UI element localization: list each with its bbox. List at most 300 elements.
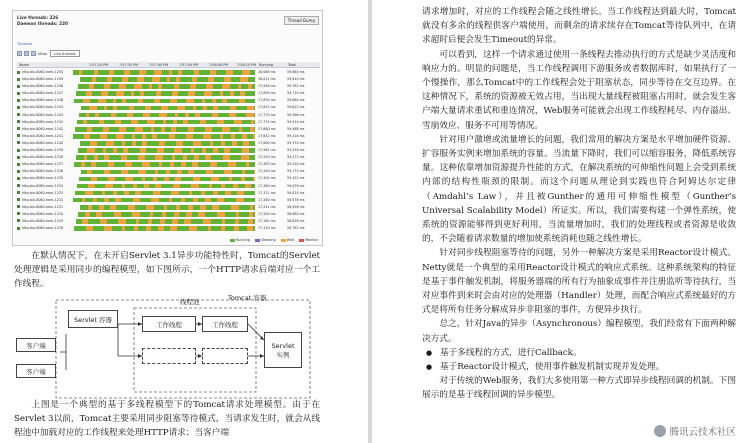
running-segment (80, 141, 90, 146)
servlet-container-box: Servlet 容器 (68, 310, 118, 328)
wait-segment (198, 212, 205, 217)
running-segment (242, 120, 251, 125)
worker-thread-box-2: 工作线程 (202, 316, 248, 332)
running-segment (165, 141, 176, 146)
wait-segment (134, 84, 142, 89)
running-segment (126, 99, 138, 104)
running-segment (133, 113, 143, 118)
running-segment (239, 205, 250, 210)
running-segment (153, 212, 162, 217)
running-time: 17,948 ms (258, 84, 276, 89)
running-time: 17,360 ms (258, 183, 276, 188)
running-segment (196, 106, 203, 111)
total-time: 59,076 ms (287, 183, 305, 188)
running-segment (177, 226, 189, 231)
thread-time-row (258, 90, 320, 97)
running-segment (172, 198, 181, 203)
running-segment (99, 113, 111, 118)
bullet-item: ● 基于多线程的方式，进行Callback。 (422, 346, 736, 360)
paragraph-text: 可以看到，这样一个请求通过使用一条线程去推动执行的方式是缺少灵活度和响应力的。明显的问题是，当工作线程调用下游服务或者数据库时，如果执行了一个慢操作，那么Tomcat中的工作线程会处于阻塞状态，同步等待在交互边界。在这种情况下，系统的资源被无效占用，当出现大量线程被阻塞占用时，就会发生客户端大量请求重试和重连情况，Web服务可能就会出现工作线程耗尽、内存溢出、雪崩效应、服务不可用等情况。 (422, 49, 736, 131)
running-segment (166, 120, 173, 125)
running-time: 17,120 ms (258, 226, 276, 231)
paragraph-text: 总之，针对Java的异步（Asynchronous）编程模型，我们经常有下面两种解决方式。 (422, 319, 736, 344)
running-segment (87, 120, 99, 125)
wait-segment (119, 84, 126, 89)
running-segment (155, 120, 163, 125)
running-segment (225, 226, 234, 231)
running-segment (254, 120, 255, 125)
thread-timeline-row (73, 90, 255, 97)
running-segment (128, 77, 137, 82)
running-segment (79, 177, 91, 182)
live-threads-text: Live threads: 226 (17, 15, 59, 20)
running-segment (128, 170, 138, 175)
running-segment (225, 219, 235, 224)
running-segment (166, 212, 174, 217)
total-time: 59,468 ms (287, 126, 305, 131)
wait-segment (170, 99, 177, 104)
thread-time-row (258, 175, 320, 182)
thread-name[interactable]: http-bio-8080-exec-1232 (17, 197, 71, 204)
wait-segment (121, 170, 128, 175)
total-time: 58,828 ms (287, 218, 305, 223)
running-segment (80, 77, 92, 82)
running-segment (126, 219, 136, 224)
running-segment (97, 106, 104, 111)
zoom-in-icon[interactable] (17, 51, 22, 56)
wait-segment (254, 170, 255, 175)
running-segment (185, 106, 193, 111)
running-segment (195, 91, 204, 96)
running-time: 17,241 ms (258, 204, 276, 209)
thread-dump-button[interactable]: Thread Dump (284, 16, 319, 25)
running-segment (227, 99, 239, 104)
running-segment (116, 113, 127, 118)
wait-segment (147, 120, 155, 125)
running-segment (223, 134, 231, 139)
running-segment (157, 134, 169, 139)
servlet-instance-line-2: 实例 (276, 350, 290, 359)
legend-running: Running (230, 238, 250, 242)
running-segment (95, 184, 105, 189)
running-segment (182, 148, 191, 153)
running-segment (167, 205, 176, 210)
wait-segment (188, 91, 195, 96)
running-segment (150, 113, 159, 118)
timeline-column-header (17, 62, 320, 68)
running-segment (230, 148, 242, 153)
running-segment (107, 219, 118, 224)
total-time: 59,272 ms (287, 155, 305, 160)
running-segment (199, 184, 209, 189)
running-segment (105, 191, 113, 196)
thread-timeline-row (73, 147, 255, 154)
paragraph-text: 请求增加时，对应的工作线程会随之线性增长。当工作线程达到最大时，Tomcat就没有多余的线程供客户端使用，而剩余的请求续存在Tomcat等待队列中，在请求超时后便会发生Timeout的异常。 (422, 7, 736, 46)
running-segment (205, 212, 217, 217)
running-segment (224, 198, 236, 203)
running-segment (213, 141, 221, 146)
running-segment (187, 155, 194, 160)
running-segment (145, 155, 155, 160)
total-time: 59,174 ms (287, 169, 305, 174)
running-segment (212, 91, 220, 96)
running-segment (181, 177, 193, 182)
running-segment (78, 212, 85, 217)
thread-time-row (258, 133, 320, 140)
wait-segment (157, 148, 164, 153)
wait-segment (153, 191, 160, 196)
running-segment (232, 170, 242, 175)
thread-name[interactable]: http-bio-8080-exec-1237 (17, 161, 71, 168)
running-segment (180, 77, 192, 82)
watermark (654, 424, 736, 438)
running-segment (194, 127, 205, 132)
running-segment (188, 120, 200, 125)
running-segment (162, 84, 174, 89)
running-segment (146, 170, 155, 175)
running-segment (175, 155, 183, 160)
running-segment (253, 205, 255, 210)
running-segment (82, 70, 94, 75)
thread-name[interactable]: http-bio-8080-exec-1233 (17, 190, 71, 197)
thread-time-row (258, 112, 320, 119)
running-segment (151, 106, 161, 111)
running-segment (161, 91, 172, 96)
running-segment (73, 134, 84, 139)
thread-name[interactable]: http-bio-8080-exec-1249 (17, 76, 71, 83)
running-segment (80, 205, 88, 210)
running-segment (236, 162, 246, 167)
thread-name[interactable]: http-bio-8080-exec-1240 (17, 140, 71, 147)
running-segment (125, 184, 133, 189)
wait-segment (118, 219, 126, 224)
running-segment (197, 77, 208, 82)
total-time: 59,664 ms (287, 98, 305, 103)
wait-segment (236, 198, 244, 203)
thread-name[interactable]: http-bio-8080-exec-1245 (17, 104, 71, 111)
running-segment (245, 177, 253, 182)
wait-segment (133, 198, 140, 203)
running-segment (219, 177, 229, 182)
thread-timeline-row (73, 204, 255, 211)
running-segment (191, 219, 203, 224)
running-segment (230, 127, 239, 132)
left-paragraph-2 (14, 398, 320, 441)
left-page (0, 0, 368, 443)
running-segment (73, 198, 82, 203)
running-segment (147, 141, 159, 146)
wait-segment (204, 91, 212, 96)
wait-segment (203, 219, 211, 224)
wait-segment (131, 120, 138, 125)
worker-thread-slot-4 (202, 348, 248, 364)
running-segment (95, 148, 103, 153)
running-segment (194, 148, 202, 153)
thread-time-row (258, 140, 320, 147)
running-segment (121, 212, 132, 217)
running-segment (130, 70, 139, 75)
running-segment (106, 99, 113, 104)
wait-segment (193, 177, 200, 182)
running-segment (254, 106, 255, 111)
wait-segment (217, 212, 225, 217)
thread-time-row (258, 197, 320, 204)
running-segment (78, 84, 89, 89)
wait-segment (224, 170, 232, 175)
thread-name[interactable]: http-bio-8080-exec-1247 (17, 90, 71, 97)
running-segment (238, 184, 245, 189)
running-segment (74, 226, 86, 231)
running-segment (92, 127, 103, 132)
running-segment (193, 205, 200, 210)
running-segment (106, 148, 113, 153)
thread-name[interactable]: http-bio-8080-exec-1235 (17, 175, 71, 182)
timeline-toolbar (17, 49, 117, 58)
running-segment (135, 134, 142, 139)
thread-name[interactable]: http-bio-8080-exec-1230 (17, 211, 71, 218)
running-segment (140, 212, 150, 217)
running-segment (159, 198, 169, 203)
wait-segment (240, 77, 248, 82)
running-segment (90, 134, 100, 139)
daemon-threads-text: Daemon threads: 220 (17, 21, 68, 26)
total-time: 59,220 ms (287, 162, 305, 167)
thread-timeline-row (73, 161, 255, 168)
wait-segment (253, 177, 255, 182)
wait-segment (205, 127, 212, 132)
thread-pool-label: 线程池 (180, 298, 200, 306)
running-segment (97, 198, 104, 203)
running-segment (167, 113, 175, 118)
thread-name[interactable]: http-bio-8080-exec-1231 (17, 204, 71, 211)
running-segment (225, 184, 233, 189)
thread-name[interactable]: http-bio-8080-exec-1242 (17, 126, 71, 133)
wait-segment (176, 141, 183, 146)
running-segment (93, 191, 102, 196)
running-segment (216, 70, 226, 75)
thread-name[interactable]: http-bio-8080-exec-1250 (17, 69, 71, 76)
wait-segment (155, 155, 163, 160)
running-segment (121, 120, 131, 125)
running-segment (233, 70, 242, 75)
worker-thread-box-1: 工作线程 (142, 316, 196, 332)
thread-name[interactable]: http-bio-8080-exec-1248 (17, 83, 71, 90)
wait-segment (108, 177, 115, 182)
paragraph-text: 针对同步线程阻塞等待的问题，另外一种解决方案是采用Reactor设计模式。Netty就是一个典型的采用Reactor设计模式的响应式系统。这种系统架构的特征是基于事件触发机制，将服务器端的所有行为抽象成事件并注册监听等待执行，当对应事件到来时会由对应的处理器（Handler）处理，而配合响应式系统最好的方式是将所有任务分解成异步非阻塞的事件，方便异步执行。 (422, 248, 736, 316)
tomcat-thread-model-diagram (14, 294, 314, 404)
running-segment (206, 148, 213, 153)
running-segment (239, 212, 249, 217)
total-time: 59,514 ms (287, 119, 305, 124)
wait-segment (189, 226, 197, 231)
wait-segment (138, 155, 145, 160)
running-segment (174, 162, 181, 167)
timeline-tab[interactable]: Timeline (17, 42, 33, 46)
wait-segment (98, 99, 106, 104)
solution-bullet-list (422, 346, 736, 374)
running-segment (230, 84, 238, 89)
running-segment (85, 198, 93, 203)
running-segment (253, 226, 255, 231)
running-segment (110, 84, 119, 89)
running-segment (112, 226, 122, 231)
wait-segment (101, 91, 108, 96)
thread-name[interactable]: http-bio-8080-exec-1236 (17, 168, 71, 175)
running-segment (225, 212, 236, 217)
thread-name[interactable]: http-bio-8080-exec-1246 (17, 97, 71, 104)
col-running: Running (259, 63, 273, 67)
running-segment (144, 91, 156, 96)
thread-name[interactable]: http-bio-8080-exec-1238 (17, 154, 71, 161)
wait-segment (85, 191, 93, 196)
running-segment (125, 226, 134, 231)
view-select[interactable]: Live threads (50, 50, 80, 57)
running-segment (150, 162, 159, 167)
wait-segment (184, 219, 191, 224)
total-time: 59,122 ms (287, 176, 305, 181)
running-time: 17,899 ms (258, 91, 276, 96)
total-time: 58,782 ms (287, 226, 305, 231)
running-segment (97, 141, 106, 146)
wait-segment (247, 106, 254, 111)
running-segment (112, 77, 122, 82)
running-segment (162, 162, 170, 167)
thread-name[interactable]: http-bio-8080-exec-1234 (17, 183, 71, 190)
wait-segment (146, 205, 154, 210)
left-paragraph-1 (14, 249, 320, 292)
thread-name[interactable]: http-bio-8080-exec-1228 (17, 225, 71, 232)
running-segment (117, 106, 129, 111)
running-segment (239, 226, 247, 231)
col-name: Name (19, 63, 30, 67)
wait-segment (154, 70, 162, 75)
wait-segment (177, 106, 185, 111)
running-time: 17,812 ms (258, 105, 276, 110)
running-segment (144, 77, 152, 82)
running-segment (250, 70, 255, 75)
running-segment (225, 141, 232, 146)
wait-segment (89, 106, 97, 111)
thread-name[interactable]: http-bio-8080-exec-1241 (17, 133, 71, 140)
running-segment (146, 70, 154, 75)
running-segment (192, 191, 201, 196)
wait-segment (203, 134, 211, 139)
thread-timeline-row (73, 168, 255, 175)
running-time: 18,012 ms (258, 77, 276, 82)
wait-segment (242, 70, 250, 75)
legend-sleeping: Sleeping (255, 238, 276, 242)
thread-timeline-row (73, 183, 255, 190)
running-segment (231, 77, 240, 82)
fit-icon[interactable] (31, 51, 36, 56)
running-segment (124, 91, 131, 96)
thread-timeline-row (73, 69, 255, 76)
wait-segment (90, 141, 97, 146)
running-segment (175, 134, 186, 139)
thread-timeline-row (73, 225, 255, 232)
running-segment (138, 120, 147, 125)
running-segment (87, 155, 94, 160)
running-segment (75, 127, 87, 132)
thread-name[interactable]: http-bio-8080-exec-1243 (17, 119, 71, 126)
thread-name-list (17, 69, 71, 232)
running-segment (154, 205, 164, 210)
wait-segment (138, 170, 146, 175)
running-segment (180, 205, 188, 210)
thread-name[interactable]: http-bio-8080-exec-1239 (17, 147, 71, 154)
thread-time-row (258, 76, 320, 83)
running-segment (138, 226, 146, 231)
right-page (372, 0, 742, 443)
bullet-item: ● 基于Reactor设计模式，使用事件触发机制实现并发处理。 (422, 360, 736, 374)
running-segment (137, 184, 144, 189)
running-segment (179, 191, 189, 196)
thread-name[interactable]: http-bio-8080-exec-1229 (17, 218, 71, 225)
running-segment (178, 91, 188, 96)
running-segment (104, 120, 115, 125)
thread-time-row (258, 204, 320, 211)
running-segment (126, 84, 134, 89)
running-segment (194, 170, 206, 175)
running-segment (236, 106, 247, 111)
thread-name[interactable]: http-bio-8080-exec-1244 (17, 112, 71, 119)
running-segment (198, 162, 210, 167)
running-segment (213, 84, 222, 89)
running-time: 17,680 ms (258, 126, 276, 131)
running-segment (75, 191, 85, 196)
running-segment (249, 141, 255, 146)
total-time: 59,024 ms (287, 190, 305, 195)
running-segment (223, 91, 230, 96)
zoom-out-icon[interactable] (24, 51, 29, 56)
running-segment (98, 70, 109, 75)
total-time: 59,370 ms (287, 140, 305, 145)
running-time: 17,731 ms (258, 119, 276, 124)
wait-segment (217, 198, 224, 203)
running-segment (213, 170, 224, 175)
view-label: View: (38, 51, 48, 56)
wait-segment (223, 155, 230, 160)
running-segment (92, 205, 99, 210)
wait-segment (212, 205, 219, 210)
wait-segment (88, 184, 95, 189)
running-segment (78, 148, 87, 153)
running-segment (97, 177, 108, 182)
thread-timeline-row (73, 83, 255, 90)
running-segment (196, 84, 206, 89)
running-segment (200, 113, 212, 118)
cloud-logo-icon (654, 425, 666, 437)
thread-timeline-row (73, 97, 255, 104)
thread-monitor-screenshot (12, 10, 323, 246)
wait-segment (159, 113, 167, 118)
thread-time-row (258, 225, 320, 232)
wait-segment (128, 205, 135, 210)
running-segment (253, 219, 255, 224)
running-time: 17,200 ms (258, 211, 276, 216)
thread-timeline-row (73, 112, 255, 119)
running-segment (128, 148, 140, 153)
running-segment (141, 191, 153, 196)
running-segment (244, 198, 255, 203)
running-segment (245, 91, 255, 96)
running-segment (168, 106, 177, 111)
col-time-6: 7:58:10 PM (237, 63, 257, 67)
wait-segment (217, 120, 224, 125)
running-segment (160, 191, 171, 196)
running-segment (124, 134, 132, 139)
running-segment (107, 134, 116, 139)
